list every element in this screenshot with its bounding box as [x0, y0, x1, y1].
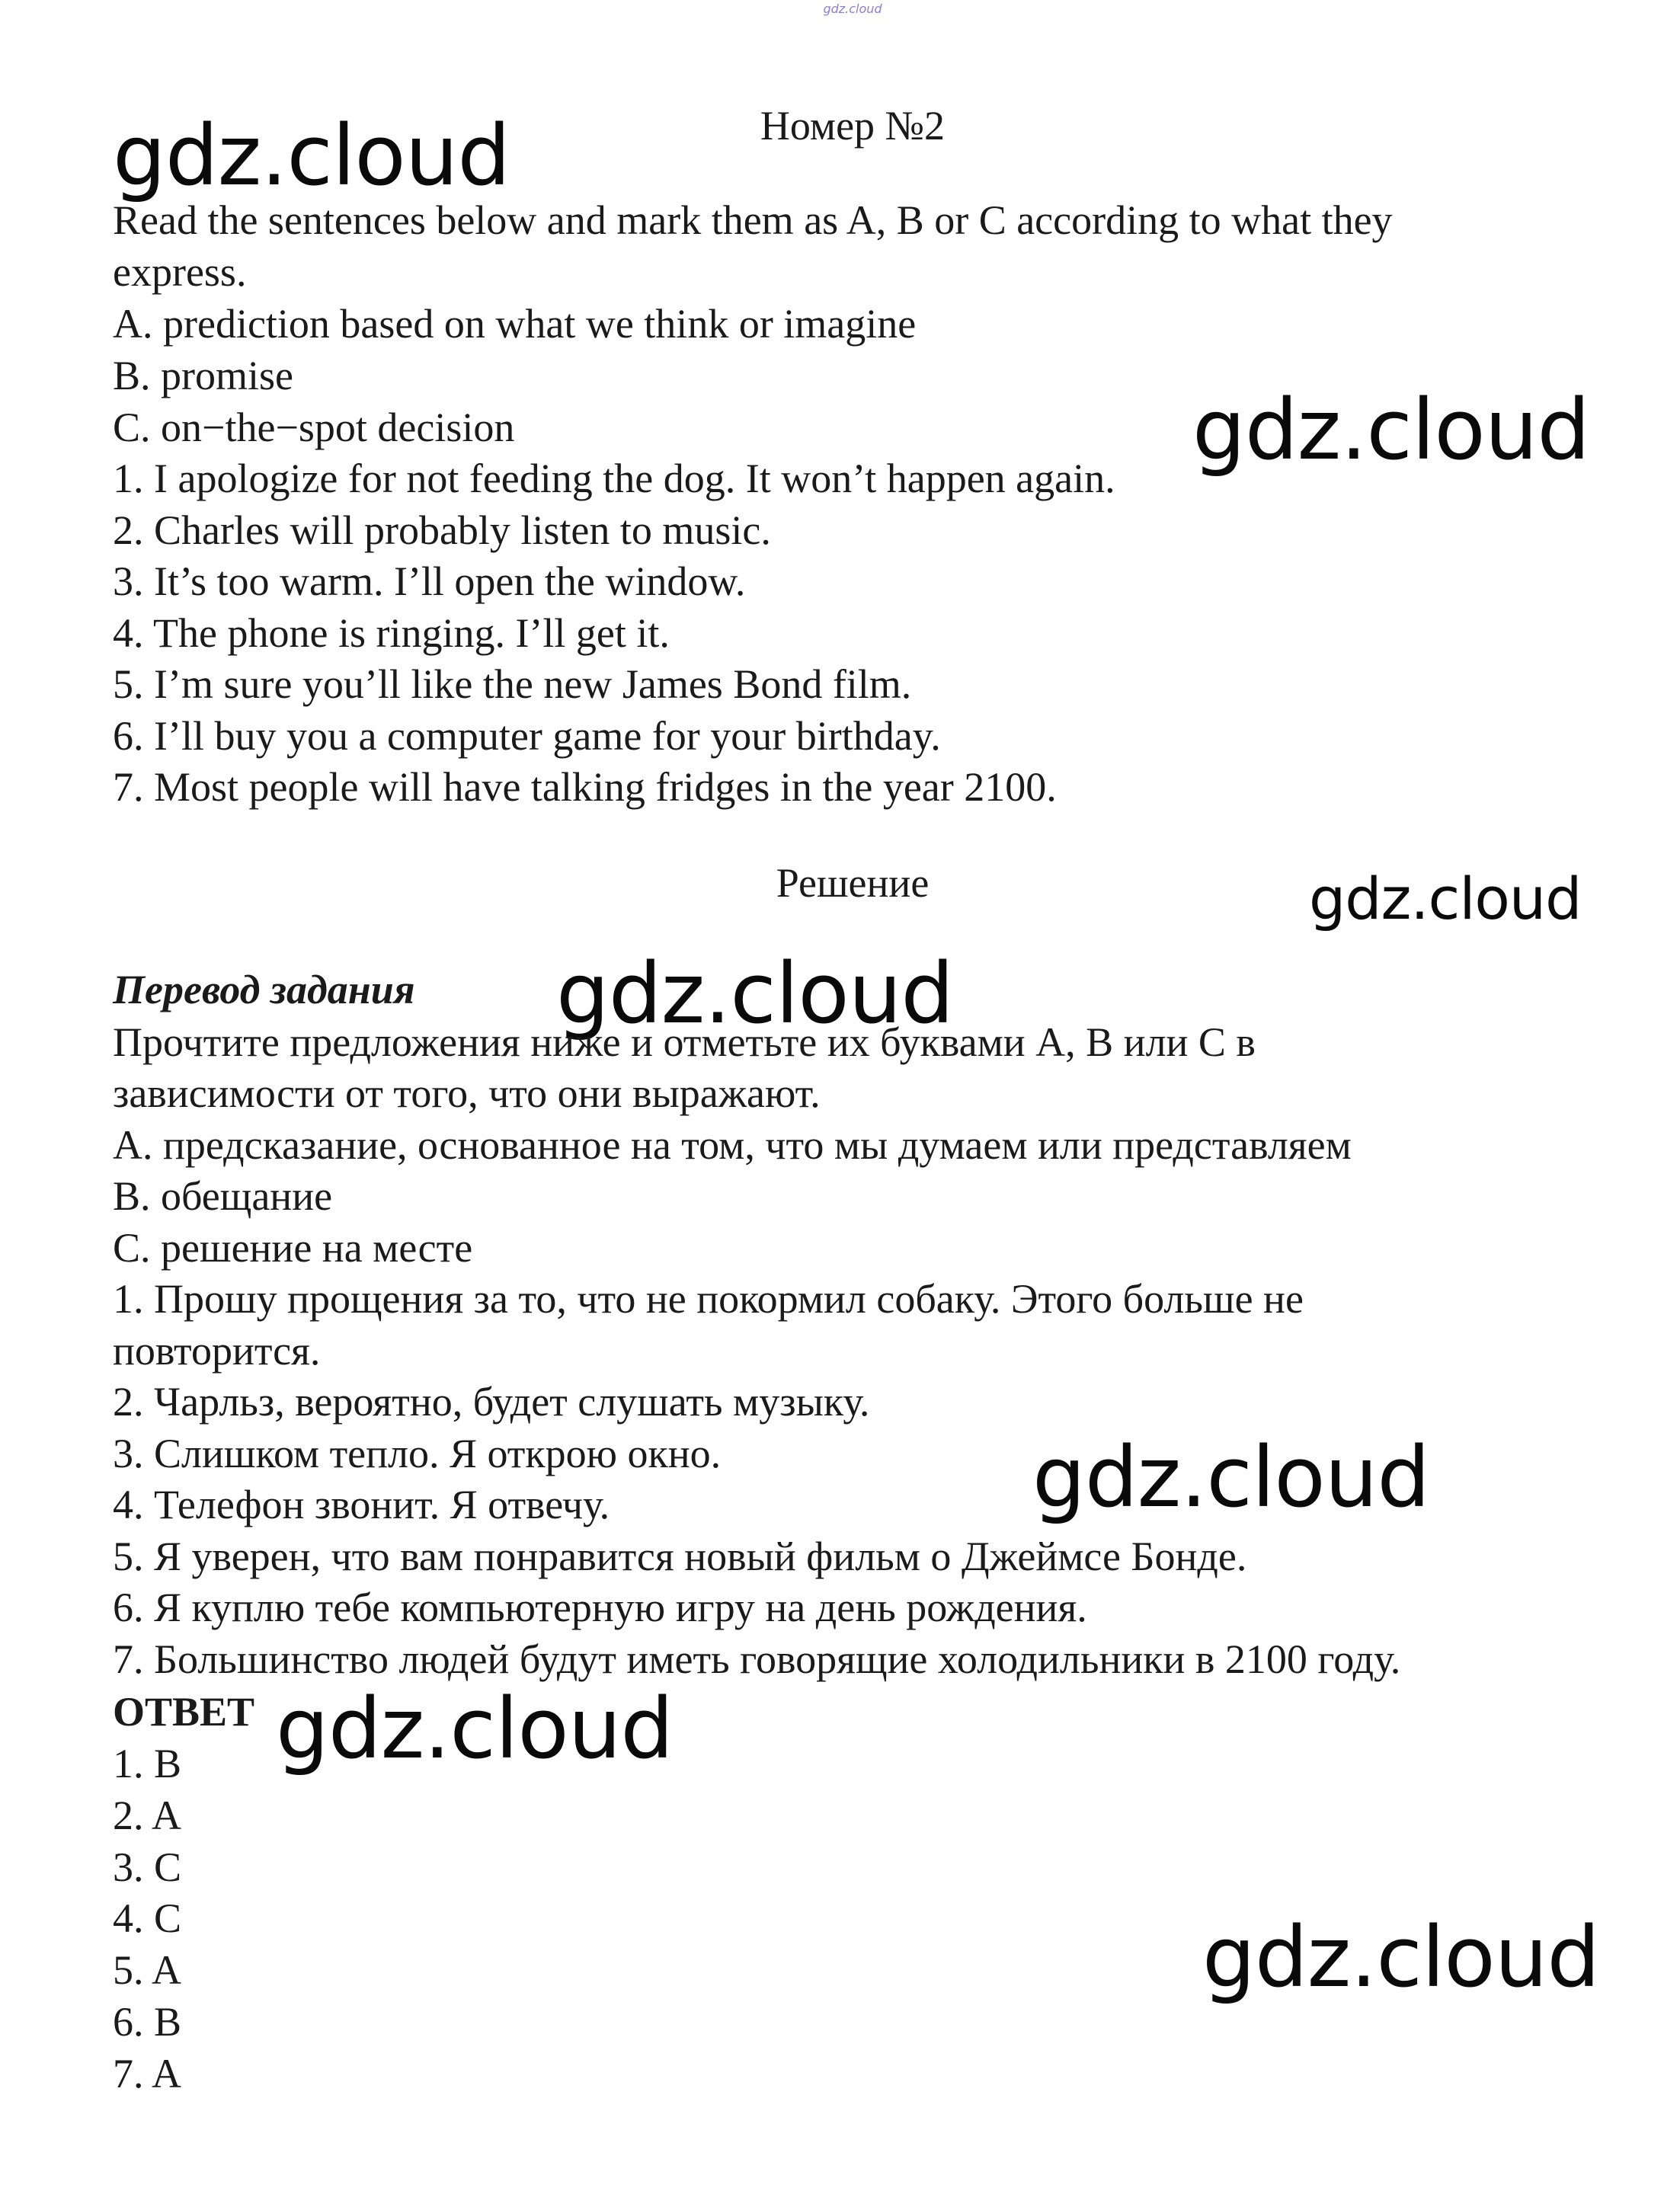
task-instruction: Read the sentences below and mark them as A, B or C according to what they	[113, 197, 1393, 243]
answer-item: 2. A	[113, 1793, 182, 1838]
translation-sentence: повторится.	[113, 1328, 321, 1374]
translation-sentence: 2. Чарльз, вероятно, будет слушать музыку.	[113, 1379, 870, 1425]
answer-item: 1. B	[113, 1741, 182, 1786]
task-option: B. promise	[113, 353, 293, 398]
translation-sentence: 3. Слишком тепло. Я открою окно.	[113, 1431, 722, 1476]
task-sentence: 4. The phone is ringing. I’ll get it.	[113, 610, 670, 656]
task-sentence: 5. I’m sure you’ll like the new James Bond film.	[113, 661, 912, 707]
watermark: gdz.cloud	[556, 945, 954, 1042]
answer-item: 5. A	[113, 1947, 182, 1993]
answer-heading: ОТВЕТ	[113, 1689, 255, 1735]
task-sentence: 2. Charles will probably listen to music.	[113, 507, 771, 553]
answer-item: 3. C	[113, 1844, 182, 1890]
watermark: gdz.cloud	[1192, 381, 1590, 478]
task-sentence: 6. I’ll buy you a computer game for your birthday.	[113, 713, 941, 759]
translation-instruction: Прочтите предложения ниже и отметьте их буквами A, B или C в	[113, 1019, 1256, 1065]
translation-heading: Перевод задания	[113, 967, 415, 1012]
page-title: Номер №2	[760, 103, 946, 149]
task-sentence: 7. Most people will have talking fridges in the year 2100.	[113, 764, 1057, 810]
translation-option: C. решение на месте	[113, 1225, 473, 1271]
translation-sentence: 5. Я уверен, что вам понравится новый фильм о Джеймсе Бонде.	[113, 1534, 1247, 1579]
translation-sentence: 7. Большинство людей будут иметь говорящие холодильники в 2100 году.	[113, 1636, 1401, 1682]
answer-item: 7. A	[113, 2051, 182, 2096]
watermark: gdz.cloud	[1032, 1428, 1430, 1526]
watermark: gdz.cloud	[1202, 1908, 1600, 2006]
task-sentence: 1. I apologize for not feeding the dog. It won’t happen again.	[113, 456, 1115, 501]
watermark: gdz.cloud	[113, 107, 510, 204]
task-sentence: 3. It’s too warm. I’ll open the window.	[113, 558, 746, 604]
translation-instruction: зависимости от того, что они выражают.	[113, 1070, 821, 1116]
task-instruction: express.	[113, 249, 247, 295]
translation-option: A. предсказание, основанное на том, что мы думаем или представляем	[113, 1122, 1352, 1168]
translation-sentence: 1. Прошу прощения за то, что не покормил собаку. Этого больше не	[113, 1276, 1304, 1322]
task-option: C. on−the−spot decision	[113, 405, 515, 450]
answer-item: 6. B	[113, 1999, 182, 2045]
watermark: gdz.cloud	[1309, 865, 1582, 932]
answer-item: 4. C	[113, 1895, 182, 1941]
translation-sentence: 6. Я куплю тебе компьютерную игру на день рождения.	[113, 1585, 1087, 1630]
translation-sentence: 4. Телефон звонит. Я отвечу.	[113, 1482, 610, 1527]
watermark: gdz.cloud	[276, 1680, 674, 1777]
solution-heading: Решение	[776, 860, 930, 906]
watermark-small: gdz.cloud	[823, 2, 882, 16]
translation-option: B. обещание	[113, 1173, 333, 1219]
task-option: A. prediction based on what we think or imagine	[113, 301, 917, 347]
